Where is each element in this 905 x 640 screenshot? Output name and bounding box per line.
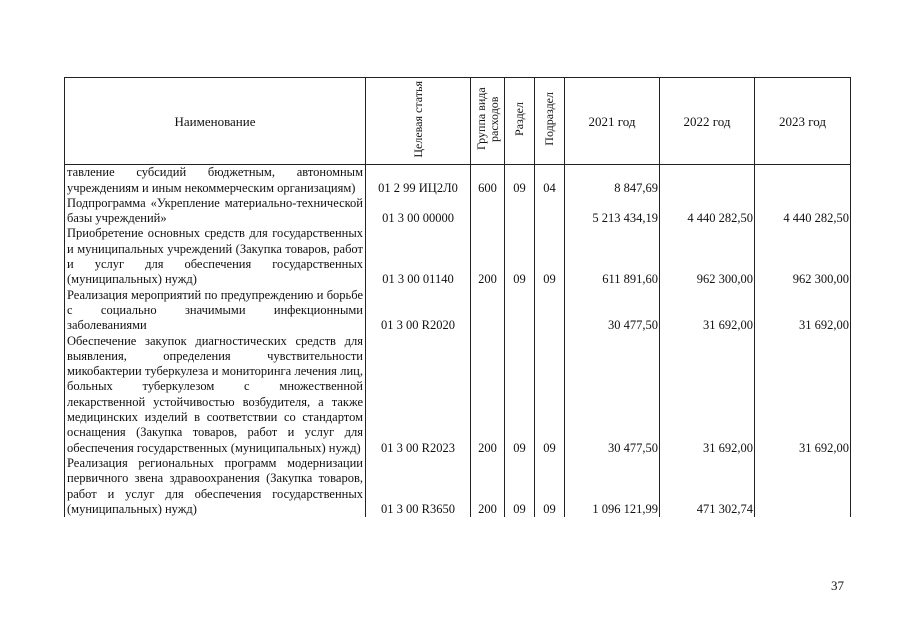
row-code: 01 3 00 R2020 xyxy=(366,288,471,334)
row-subsection: 09 xyxy=(535,456,565,517)
row-name: Подпрограмма «Укрепление материально-технической базы учреждений» xyxy=(65,196,366,227)
row-code: 01 2 99 ИЦ2Л0 xyxy=(366,165,471,196)
row-2021: 5 213 434,19 xyxy=(565,196,660,227)
row-code: 01 3 00 R2023 xyxy=(366,334,471,456)
row-section: 09 xyxy=(505,456,535,517)
table-row xyxy=(65,334,851,456)
row-2023: 4 440 282,50 xyxy=(755,196,851,227)
row-name: Приобретение основных средств для государственных и муниципальных учреждений (Закупка товаров, работ и услуг для обеспечения государственных (муниципальных) нужд) xyxy=(65,226,366,287)
table-row xyxy=(65,456,851,517)
row-name: Реализация региональных программ модернизации первичного звена здравоохранения (Закупка товаров, работ и услуг для обеспечения государственных (муниципальных) нужд) xyxy=(65,456,366,517)
header-group: Группа вида расходов xyxy=(471,78,505,165)
table-row xyxy=(65,165,851,196)
budget-table xyxy=(64,77,851,517)
row-group xyxy=(471,288,505,334)
row-2022: 31 692,00 xyxy=(660,288,755,334)
row-2022: 31 692,00 xyxy=(660,334,755,456)
row-code: 01 3 00 R3650 xyxy=(366,456,471,517)
row-2021: 611 891,60 xyxy=(565,226,660,287)
row-section: 09 xyxy=(505,226,535,287)
row-name: Обеспечение закупок диагностических средств для выявления, определения чувствительности микобактерии туберкулеза и мониторинга лечения лиц, больных туберкулезом с множественной лекарственной устойчивостью возбудителя, а также медицинских изделий в соответствии со стандартом оснащения (Закупка товаров, работ и услуг для обеспечения государственных (муниципальных) нужд) xyxy=(65,334,366,456)
row-subsection xyxy=(535,196,565,227)
row-group: 200 xyxy=(471,456,505,517)
row-2021: 30 477,50 xyxy=(565,334,660,456)
row-name: тавление субсидий бюджетным, автономным учреждениям и иным некоммерческим организациям) xyxy=(65,165,366,196)
row-code: 01 3 00 00000 xyxy=(366,196,471,227)
budget-table-container xyxy=(64,77,850,517)
header-2023: 2023 год xyxy=(755,78,851,165)
header-2021: 2021 год xyxy=(565,78,660,165)
header-name: Наименование xyxy=(65,78,366,165)
row-2023: 31 692,00 xyxy=(755,334,851,456)
row-2022: 471 302,74 xyxy=(660,456,755,517)
row-group: 600 xyxy=(471,165,505,196)
header-target: Целевая статья xyxy=(366,78,471,165)
row-subsection xyxy=(535,288,565,334)
row-subsection: 04 xyxy=(535,165,565,196)
row-section: 09 xyxy=(505,334,535,456)
row-2022 xyxy=(660,165,755,196)
row-section xyxy=(505,196,535,227)
row-subsection: 09 xyxy=(535,226,565,287)
row-group: 200 xyxy=(471,334,505,456)
table-row xyxy=(65,288,851,334)
row-2023 xyxy=(755,165,851,196)
header-subsection: Подраздел xyxy=(535,78,565,165)
table-row xyxy=(65,196,851,227)
row-2023 xyxy=(755,456,851,517)
row-section xyxy=(505,288,535,334)
row-section: 09 xyxy=(505,165,535,196)
row-code: 01 3 00 01140 xyxy=(366,226,471,287)
row-group xyxy=(471,196,505,227)
row-group: 200 xyxy=(471,226,505,287)
row-2021: 30 477,50 xyxy=(565,288,660,334)
row-2023: 962 300,00 xyxy=(755,226,851,287)
header-2022: 2022 год xyxy=(660,78,755,165)
page-number: 37 xyxy=(831,578,844,593)
row-subsection: 09 xyxy=(535,334,565,456)
row-name: Реализация мероприятий по предупреждению и борьбе с социально значимыми инфекционными заболеваниями xyxy=(65,288,366,334)
row-2021: 8 847,69 xyxy=(565,165,660,196)
header-section: Раздел xyxy=(505,78,535,165)
table-header-row xyxy=(65,78,851,165)
row-2022: 962 300,00 xyxy=(660,226,755,287)
row-2021: 1 096 121,99 xyxy=(565,456,660,517)
table-row xyxy=(65,226,851,287)
row-2022: 4 440 282,50 xyxy=(660,196,755,227)
row-2023: 31 692,00 xyxy=(755,288,851,334)
